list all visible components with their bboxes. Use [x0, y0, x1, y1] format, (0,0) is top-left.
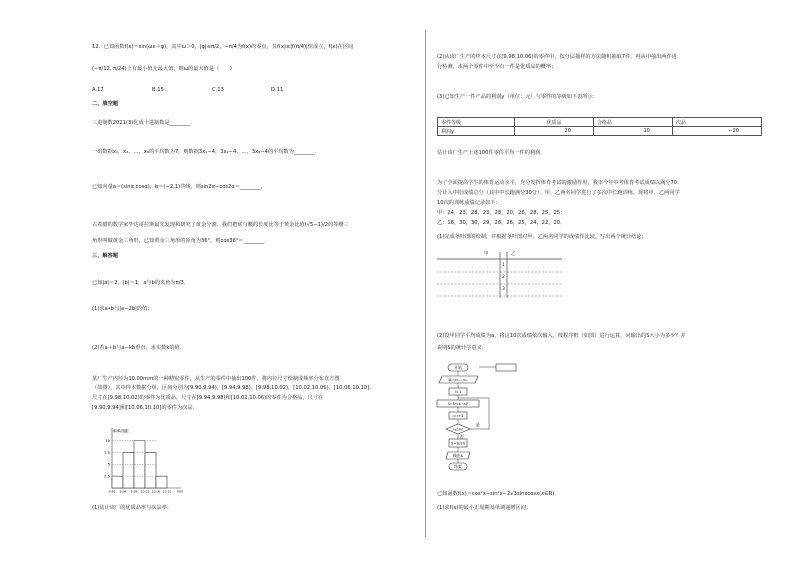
solve-2-line4: [9.90,9.94]和[10.06,10.10]的零件为次品．: [92, 405, 198, 411]
flow-output-label: 输出S: [452, 453, 464, 458]
p20-line1: 为了全面提高学生的体育运动水平，充分发挥体育考试的激励作用，我市今年中考体育考试成绩以满分70: [437, 180, 678, 186]
q12-option-b: B.15: [152, 87, 164, 93]
y-tick-label: 5: [107, 461, 110, 467]
flow-side-box: [496, 364, 516, 371]
histogram-bar: [123, 453, 134, 488]
right-column: [416, 0, 794, 562]
x-tick-label: 9.90: [108, 489, 116, 494]
q12-line2: (−π/12, π/24)上有最小值无最大值，则ω的最大值是（ ）: [92, 66, 235, 72]
section-fill-heading: 二、填空题: [92, 101, 118, 107]
fill-question-4-line1: 古希腊的数学家毕达哥拉斯最先发现和研究了黄金分割．我们把底与腰的长度比等于黄金比值(√5−1)/2的等腰三: [92, 222, 349, 228]
histogram-bar: [156, 476, 167, 488]
stem-value: 3: [502, 287, 505, 292]
x-tick-label: 9.98: [130, 489, 138, 494]
profit-table: [437, 117, 762, 136]
y-tick-label: 10: [105, 438, 110, 444]
solve-2-line1: 某厂生产内径为10.00mm的一种精密零件，从生产的零件中抽出100件，将内径尺寸绘制成频率分布直方图: [92, 376, 340, 382]
stem-value: 1: [502, 263, 505, 268]
q3-end-text: 估计该厂生产上述100件零件平均一件的利润．: [437, 150, 546, 156]
solve-1-part-a: (1)求a•b与|a−2b|的值；: [92, 306, 153, 312]
p20-yi-scores: 乙：16，30，30，29，28，26，25，24，22，20．: [437, 220, 566, 226]
flow-condition-label: i≤10?: [453, 427, 463, 432]
x-tick-label: 9.94: [119, 489, 127, 494]
fill-question-1: 三进制数2021(3)化成十进制数是________．: [92, 120, 196, 126]
profit-table-row: [438, 127, 762, 136]
q21-part-a: (1)求f(x)的最小正周期及单调递增区间；: [437, 505, 532, 511]
p20-line2: 分计入中招成绩总分（其中中长跑满分30分）．甲、乙两名同学进行了多次中长跑训练，现将甲、乙两同学: [437, 190, 680, 196]
solve-2-question-1: (1)估计该厂的优质品率与次品率；: [92, 505, 172, 511]
table-cell: 零件等级: [438, 118, 515, 127]
p20-question-2-line1: (2)设甲同学平均成绩为a，将这10次成绩依次输入，按程序框（如图）进行运算，问输出的S大小为多少？并: [437, 333, 686, 339]
p20-question-2-line2: 说明S的统计学意义．: [437, 345, 487, 351]
table-cell: 合格品: [593, 118, 672, 127]
y-axis-label: 频率/组距: [113, 429, 129, 433]
histogram-bar: [145, 453, 156, 488]
flow-no-label: 否: [460, 434, 464, 439]
flow-calc-label: S=S/10: [450, 440, 466, 446]
flow-end-label: 结束: [454, 464, 462, 469]
p20-line3: 10次的训练成绩记录如下：: [437, 200, 501, 206]
solve-1-intro: 已知|a|＝2，|b|＝1，a与b的夹角为π/3．: [92, 280, 189, 286]
fill-question-2: 一组数据x₁，x₂，…，x₆的平均数为7，则数据3x₁−4，3x₂−4，…，3x₆−4的平均数为________．: [92, 149, 320, 155]
x-tick-label: 10.10: [162, 489, 172, 494]
table-cell: −20: [672, 127, 761, 136]
q2-line1: (2)从该厂生产的样本尺寸在[9.98,10.06)的零件中，按分层抽样的方法随机抽取7件，再从中抽出两件进: [437, 54, 677, 60]
x-tick-label: 10.06: [151, 489, 161, 494]
flow-init-label: i=1: [454, 389, 462, 394]
section-solve-heading: 三、解答题: [92, 253, 118, 259]
stem-value: 2: [502, 275, 505, 280]
q3-text: (3)已知生产一件产品的利润y（单位：元）与零件的等级如下表所示：: [437, 94, 598, 100]
q2-line2: 行检测，求两个零件中至少有一件是优质品的概率；: [437, 64, 557, 70]
fill-question-3: 已知向量a＝(sinα,cosα)，b＝(−2,1)共线，则sin2α−cos2α＝________．: [92, 184, 266, 190]
p20-question-1: (1)完成茎叶图的绘制，并根据茎叶图对甲、乙两名同学的成绩作比较，写出两个统计结论；: [437, 234, 647, 240]
q12-option-c: C.13: [212, 87, 224, 93]
table-cell: 次品: [672, 118, 761, 127]
table-cell: 10: [593, 127, 672, 136]
solve-2-line3: 尺寸在[9.98,10.02)的零件为优质品，尺寸在[9.94,9.98)和[10.02,10.06)的零件为合格品，尺寸在: [92, 395, 324, 401]
table-cell: 利润y: [438, 127, 515, 136]
table-cell: 20: [515, 127, 594, 136]
q12-line1: 12．已知函数f(x)＝sin(ωx＋φ)，其中ω＞0，|φ|≤π/2，−π/4为f(x)的零点，且f(x)≤|f(π/4)|恒成立，f(x)在区间: [92, 44, 354, 50]
flow-yes-label: 是: [476, 422, 480, 427]
q12-option-d: D.11: [271, 87, 284, 93]
p20-jia-scores: 甲：24，23，28，23，28，20，26，28，25，25；: [437, 210, 566, 216]
histogram-bar: [112, 476, 123, 488]
table-cell: 优质品: [515, 118, 594, 127]
x-tick-label: 10.02: [140, 489, 150, 494]
q21-text: 已知函数f(x)＝cos²x−sin²x−2√3sinxcosx(x∈R)．: [437, 491, 560, 497]
flow-assign-label: S=S+(xᵢ−a)²: [447, 402, 469, 406]
q12-option-a: A.17: [92, 87, 104, 93]
stem-header-yi: 乙: [511, 252, 516, 257]
flow-input-label: 输入x₁,...,x₁₀: [448, 378, 468, 382]
x-axis-label: mm: [177, 489, 184, 494]
y-tick-label: 2.5: [103, 473, 110, 479]
solve-2-line2: （如图），其中样本数据分组，区间分别为[9.90,9.94)，[9.94,9.98)，[9.98,10.02)，[10.02,10.06)，[10.06,10.10]．: [92, 385, 375, 391]
profit-table-header: [438, 118, 762, 127]
fill-question-4-line2: 角形叫做黄金三角形，已知黄金三角形的顶角为36°，则cos36°＝________．: [92, 238, 270, 244]
flow-start-label: 开始: [454, 365, 462, 370]
frequency-histogram: [90, 422, 220, 497]
solve-1-part-b: (2)若a＋b与a−kb垂直，求实数k的值．: [92, 345, 185, 351]
flow-increment-label: i=i+1: [452, 413, 464, 418]
program-flowchart: [434, 362, 544, 474]
stem-header-jia: 甲: [484, 252, 489, 257]
y-tick-label: 7.5: [103, 449, 110, 455]
